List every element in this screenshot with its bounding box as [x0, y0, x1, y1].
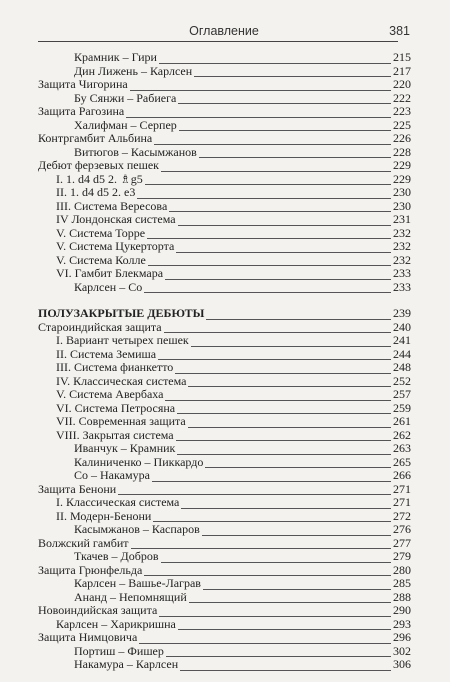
toc-entry-page: 265: [393, 454, 411, 469]
toc-entry-title: Карлсен – Вашье-Лаграв: [74, 576, 201, 590]
toc-entry-page: 271: [393, 495, 411, 509]
toc-entry-page: 244: [393, 346, 411, 361]
toc-entry-title: Касымжанов – Каспаров: [74, 522, 200, 536]
toc-entry-page: 233: [393, 279, 411, 294]
toc-entry-page: 230: [393, 185, 411, 199]
toc-entry-page: 225: [393, 117, 411, 132]
toc-entry-page: 306: [393, 657, 411, 671]
toc-entry-page: 262: [393, 427, 411, 442]
toc-entry[interactable]: [38, 591, 411, 605]
toc-entry-page: 241: [393, 333, 411, 347]
toc-entry-page: 276: [393, 522, 411, 536]
toc-entry-title: Накамура – Карлсен: [74, 657, 179, 671]
toc-entry-title: Защита Грюнфельда: [38, 562, 143, 577]
header-rule: [38, 41, 398, 42]
toc-entry[interactable]: [38, 564, 411, 578]
toc-entry[interactable]: [38, 321, 411, 335]
toc-entry[interactable]: [38, 186, 411, 200]
toc-entry-title: VIII. Закрытая система: [56, 427, 174, 442]
toc-entry-title: III. Система Вересова: [56, 198, 168, 213]
toc-entry-title: III. Система фианкетто: [56, 360, 174, 374]
toc-entry[interactable]: [38, 618, 411, 632]
toc-entry-title: Дебют ферзевых пешек: [38, 158, 160, 172]
toc-entry-page: 285: [393, 576, 411, 590]
toc-entry[interactable]: [38, 523, 411, 537]
toc-entry[interactable]: [38, 375, 411, 389]
toc-entry-page: 231: [393, 212, 411, 226]
toc-entry-title: Дин Лижень – Карлсен: [74, 63, 193, 78]
toc-entry-page: 257: [393, 387, 411, 401]
toc-entry-page: 228: [393, 144, 411, 159]
toc-section-heading[interactable]: [38, 307, 411, 321]
toc-entry[interactable]: [38, 645, 411, 659]
toc-entry[interactable]: [38, 429, 411, 443]
toc-entry-title: II. Модерн-Бенони: [56, 508, 152, 523]
toc-entry[interactable]: [38, 213, 411, 227]
toc-entry[interactable]: [38, 132, 411, 146]
toc-entry[interactable]: [38, 173, 411, 187]
toc-entry-title: Защита Чигорина: [38, 77, 128, 91]
toc-entry[interactable]: [38, 402, 411, 416]
toc-entry-title: Защита Нимцовича: [38, 630, 138, 644]
toc-entry[interactable]: [38, 65, 411, 79]
toc-entry[interactable]: [38, 456, 411, 470]
toc-entry-title: I. Классическая система: [56, 495, 180, 509]
toc-entry-page: 293: [393, 616, 411, 631]
toc-entry[interactable]: [38, 348, 411, 362]
toc-entry-page: 229: [393, 171, 411, 186]
toc-entry[interactable]: [38, 442, 411, 456]
toc-entry-title: Портиш – Фишер: [74, 643, 164, 658]
toc-entry[interactable]: [38, 240, 411, 254]
toc-entry-title: Новоиндийская защита: [38, 603, 158, 617]
toc-entry[interactable]: [38, 105, 411, 119]
toc-entry[interactable]: [38, 254, 411, 268]
toc-entry-page: 222: [393, 90, 411, 105]
toc-entry[interactable]: [38, 550, 411, 564]
toc-entry-page: 233: [393, 266, 411, 280]
toc-entry-page: 288: [393, 589, 411, 604]
toc-entry[interactable]: [38, 267, 411, 281]
toc-entry-page: 296: [393, 630, 411, 644]
toc-entry-page: 226: [393, 131, 411, 145]
toc-entry-title: ПОЛУЗАКРЫТЫЕ ДЕБЮТЫ: [38, 306, 205, 320]
toc-entry-title: Волжский гамбит: [38, 535, 129, 550]
toc-entry-title: VI. Система Петросяна: [56, 400, 176, 415]
toc-entry-title: Со – Накамура: [74, 468, 150, 482]
toc-entry-title: Контргамбит Альбина: [38, 131, 153, 145]
toc-entry-page: 261: [393, 414, 411, 428]
toc-entry[interactable]: [38, 200, 411, 214]
toc-entry[interactable]: [38, 51, 411, 65]
toc-entry-page: 240: [393, 319, 411, 334]
toc-entry-page: 239: [393, 306, 411, 320]
toc-entry[interactable]: [38, 334, 411, 348]
toc-entry-title: IV Лондонская система: [56, 212, 176, 226]
table-of-contents: [38, 51, 411, 672]
toc-entry-page: 272: [393, 508, 411, 523]
toc-entry-title: VII. Современная защита: [56, 414, 186, 428]
toc-entry-title: Крамник – Гири: [74, 50, 157, 64]
toc-entry[interactable]: [38, 577, 411, 591]
toc-entry-page: 215: [393, 50, 411, 64]
toc-entry-page: 302: [393, 643, 411, 658]
toc-entry[interactable]: [38, 510, 411, 524]
toc-entry-title: II. Система Земиша: [56, 346, 157, 361]
toc-entry-page: 230: [393, 198, 411, 213]
toc-entry[interactable]: [38, 537, 411, 551]
toc-entry-title: Иванчук – Крамник: [74, 441, 176, 455]
toc-entry[interactable]: [38, 415, 411, 429]
toc-entry-title: Ткачев – Добров: [74, 549, 159, 563]
toc-entry-title: IV. Классическая система: [56, 373, 187, 388]
toc-entry[interactable]: [38, 388, 411, 402]
toc-entry-page: 232: [393, 252, 411, 267]
toc-entry-page: 259: [393, 400, 411, 415]
toc-entry-page: 263: [393, 441, 411, 455]
toc-entry-page: 277: [393, 535, 411, 550]
toc-entry-title: Ананд – Непомнящий: [74, 589, 187, 604]
toc-entry-title: Витюгов – Касымжанов: [74, 144, 197, 159]
toc-entry[interactable]: [38, 159, 411, 173]
toc-entry-page: 223: [393, 104, 411, 118]
toc-entry[interactable]: [38, 281, 411, 295]
toc-entry-page: 271: [393, 481, 411, 496]
toc-entry-title: I. 1. d4 d5 2. ♗g5: [56, 171, 143, 186]
toc-entry-page: 220: [393, 77, 411, 91]
toc-entry[interactable]: [38, 658, 411, 672]
toc-entry-title: V. Система Колле: [56, 252, 146, 267]
toc-entry-page: 232: [393, 225, 411, 240]
toc-entry[interactable]: [38, 227, 411, 241]
toc-entry-page: 266: [393, 468, 411, 482]
toc-entry[interactable]: [38, 119, 411, 133]
toc-entry[interactable]: [38, 496, 411, 510]
toc-entry[interactable]: [38, 78, 411, 92]
toc-entry-title: Карлсен – Харикришна: [56, 616, 176, 631]
page-header: [38, 22, 410, 44]
toc-entry[interactable]: [38, 361, 411, 375]
toc-entry-title: V. Система Авербаха: [56, 387, 164, 401]
toc-entry-title: V. Система Торре: [56, 225, 146, 240]
running-title: Оглавление: [189, 24, 259, 38]
toc-entry-page: 280: [393, 562, 411, 577]
toc-entry-title: II. 1. d4 d5 2. e3: [56, 185, 136, 199]
toc-entry-title: Калиниченко – Пиккардо: [74, 454, 204, 469]
toc-entry-page: 217: [393, 63, 411, 78]
toc-entry[interactable]: [38, 92, 411, 106]
toc-entry-page: 232: [393, 239, 411, 253]
toc-entry[interactable]: [38, 631, 411, 645]
toc-entry[interactable]: [38, 483, 411, 497]
toc-entry-page: 248: [393, 360, 411, 374]
toc-entry-title: VI. Гамбит Блекмара: [56, 266, 164, 280]
page-number: 381: [389, 24, 410, 38]
toc-entry-title: Халифман – Серпер: [74, 117, 177, 132]
toc-entry-title: I. Вариант четырех пешек: [56, 333, 189, 347]
toc-entry-page: 252: [393, 373, 411, 388]
toc-entry-title: Защита Бенони: [38, 481, 117, 496]
toc-entry[interactable]: [38, 469, 411, 483]
toc-entry[interactable]: [38, 146, 411, 160]
toc-entry-title: V. Система Цукерторта: [56, 239, 175, 253]
toc-entry-title: Защита Рагозина: [38, 104, 125, 118]
toc-entry-page: 229: [393, 158, 411, 172]
toc-entry-title: Староиндийская защита: [38, 319, 162, 334]
toc-entry-page: 279: [393, 549, 411, 563]
toc-entry[interactable]: [38, 604, 411, 618]
toc-entry-title: Карлсен – Со: [74, 279, 143, 294]
toc-entry-page: 290: [393, 603, 411, 617]
toc-entry-title: Бу Сянжи – Рабиега: [74, 90, 177, 105]
